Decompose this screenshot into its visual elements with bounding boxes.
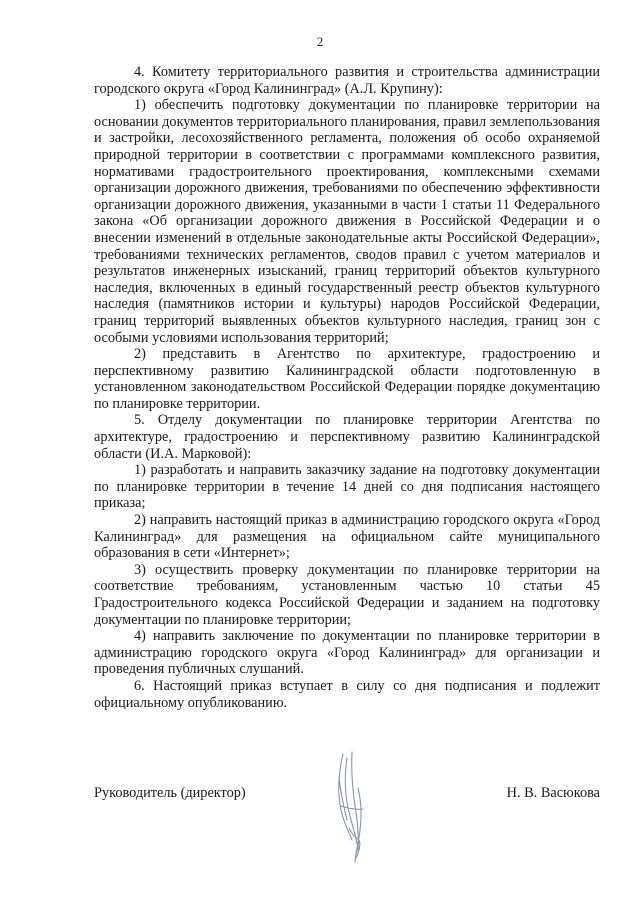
signer-title: Руководитель (директор)	[94, 785, 246, 801]
handwritten-signature	[325, 748, 385, 873]
paragraph-subitem-5-3: 3) осуществить проверку документации по планировке территории на соответствие требованиям, установленным частью 10 статьи 45 Градостроительного кодекса Российской Федерации и заданием на подготовку документации по планировке территории;	[94, 561, 600, 628]
paragraph-subitem-4-2: 2) представить в Агентство по архитектуре, градостроению и перспективному развитию Калининградской области подготовленную в установленном законодательством Российской Федерации порядке документацию по планировке территории.	[94, 346, 600, 412]
paragraph-item-5: 5. Отделу документации по планировке территории Агентства по архитектуре, градостроению и перспективному развитию Калининградской области (И.А. Марковой):	[94, 412, 600, 462]
paragraph-item-4: 4. Комитету территориального развития и строительства администрации городского округа «Город Калининград» (А.Л. Крупину):	[94, 64, 600, 97]
signer-name: Н. В. Васюкова	[506, 785, 600, 801]
page-number: 2	[316, 34, 324, 49]
paragraph-subitem-5-1: 1) разработать и направить заказчику задание на подготовку документации по планировке территории в течение 14 дней со дня подписания настоящего приказа;	[94, 462, 600, 512]
document-body	[94, 64, 600, 711]
paragraph-subitem-5-4: 4) направить заключение по документации по планировке территории в администрацию городского округа «Город Калининград» для организации и проведения публичных слушаний.	[94, 628, 600, 678]
paragraph-item-6: 6. Настоящий приказ вступает в силу со дня подписания и подлежит официальному опубликованию.	[94, 677, 600, 711]
paragraph-subitem-4-1: 1) обеспечить подготовку документации по планировке территории на основании документов территориального планирования, правил землепользования и застройки, лесохозяйственного регламента, положения об особо охраняемой природной территории в соответствии с программами комплексного развития, нормативами градостроительного проектирования, комплексными схемами организации дорожного движения, требованиями по обеспечению эффективности организации дорожного движения, указанными в части 1 статьи 11 Федерального закона «Об организации дорожного движения в Российской Федерации и о внесении изменений в отдельные законодательные акты Российской Федерации», требованиями технических регламентов, сводов правил с учетом материалов и результатов инженерных изысканий, границ территорий объектов культурного наследия, включенных в единый государственный реестр объектов культурного наследия (памятников истории и культуры) народов Российской Федерации, границ территорий выявленных объектов культурного наследия, границ зон с особыми условиями использования территорий;	[94, 97, 600, 346]
signature-block	[94, 785, 600, 805]
paragraph-subitem-5-2: 2) направить настоящий приказ в администрацию городского округа «Город Калининград» для размещения на официальном сайте муниципального образования в сети «Интернет»;	[94, 512, 600, 562]
